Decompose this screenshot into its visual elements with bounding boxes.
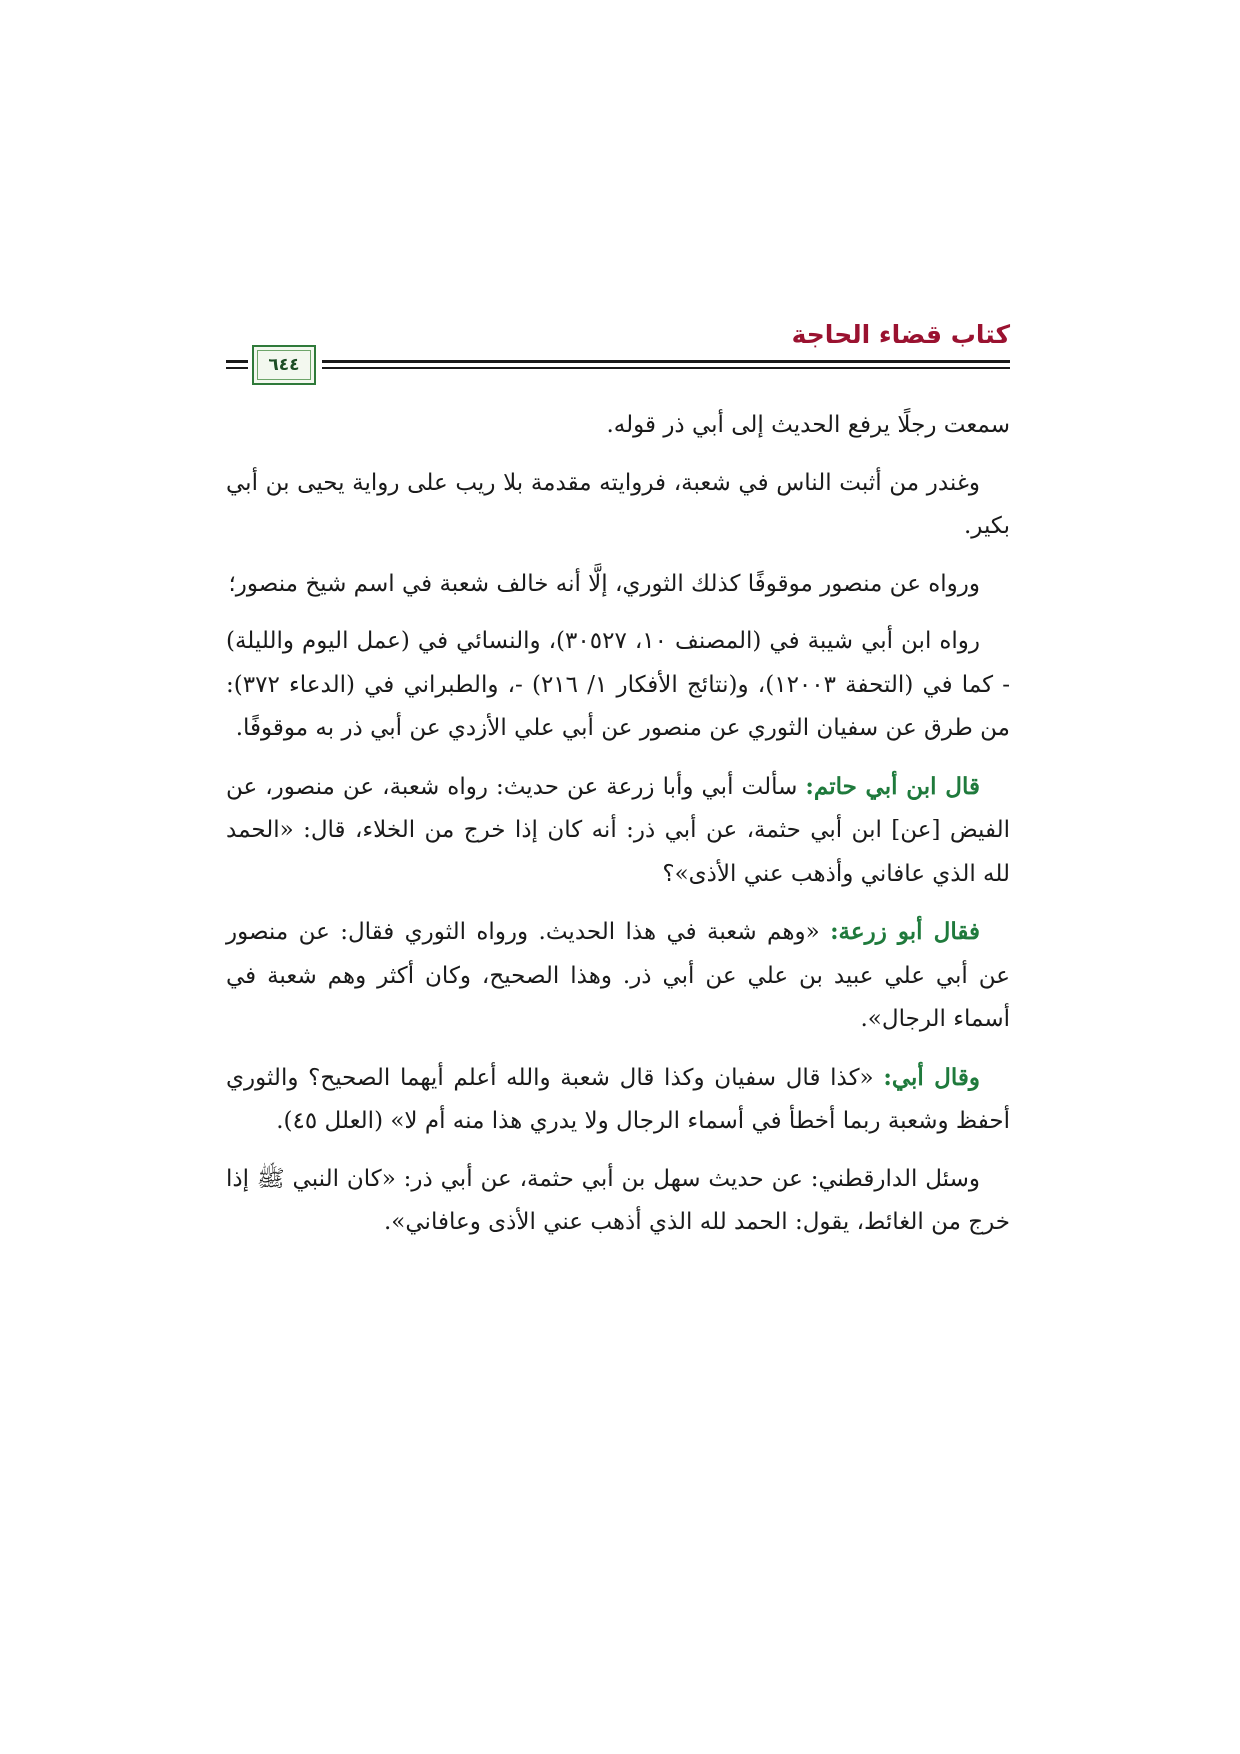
paragraph-text: وسئل الدارقطني: عن حديث سهل بن أبي حثمة، عن أبي ذر: «كان النبي ﷺ إذا خرج من الغائط، يقول: الحمد لله الذي أذهب عني الأذى وعافاني». [226, 1165, 1010, 1235]
paragraph [226, 563, 1010, 607]
paragraph-text: «وهم شعبة في هذا الحديث. ورواه الثوري فقال: عن منصور عن أبي علي عبيد بن علي عن أبي ذر. وهذا الصحيح، وكان أكثر وهم شعبة في أسماء الرجال». [226, 919, 1010, 1032]
page-number: ٦٤٤ [268, 355, 300, 375]
speaker-label: وقال أبي: [883, 1063, 980, 1091]
header-rule-bottom [322, 367, 1010, 369]
paragraph-text: ورواه عن منصور موقوفًا كذلك الثوري، إلَّا أنه خالف شعبة في اسم شيخ منصور؛ [228, 570, 980, 597]
paragraph [226, 404, 1010, 448]
paragraph-text: «كذا قال سفيان وكذا قال شعبة والله أعلم أيهما الصحيح؟ والثوري أحفظ وشعبة ربما أخطأ في أسماء الرجال ولا يدري هذا منه أم لا» (العلل ٤٥). [226, 1064, 1010, 1134]
speaker-label: فقال أبو زرعة: [830, 918, 980, 945]
header-rule-top [322, 360, 1010, 363]
header-rule-short-top [226, 360, 248, 363]
paragraph [226, 620, 1010, 751]
paragraph [226, 1056, 1010, 1144]
paragraph-text: وغندر من أثبت الناس في شعبة، فروايته مقدمة بلا ريب على رواية يحيى بن أبي بكير. [226, 469, 1010, 539]
paragraph-text: سألت أبي وأبا زرعة عن حديث: رواه شعبة، عن منصور، عن الفيض [عن] ابن أبي حثمة، عن أبي ذر: أنه كان إذا خرج من الخلاء، قال: «الحمد لله الذي عافاني وأذهب عني الأذى»؟ [226, 773, 1010, 887]
page-number-badge [252, 345, 316, 385]
paragraph-text: سمعت رجلًا يرفع الحديث إلى أبي ذر قوله. [606, 412, 1010, 438]
speaker-label: قال ابن أبي حاتم: [805, 772, 980, 800]
book-title: كتاب قضاء الحاجة [791, 320, 1010, 349]
paragraph [226, 765, 1010, 897]
paragraph [226, 462, 1010, 549]
header-rule-short-bottom [226, 367, 248, 369]
page-header [226, 316, 1010, 386]
paragraph [226, 1158, 1010, 1245]
paragraph [226, 910, 1010, 1042]
main-text [226, 404, 1010, 1259]
paragraph-text: رواه ابن أبي شيبة في (المصنف ١٠، ٣٠٥٢٧)، والنسائي في (عمل اليوم والليلة) - كما في (التحفة ١٢٠٠٣)، و(نتائج الأفكار ١/ ٢١٦) -، والطبراني في (الدعاء ٣٧٢): من طرق عن سفيان الثوري عن منصور عن أبي علي الأزدي عن أبي ذر به موقوفًا. [226, 628, 1011, 741]
